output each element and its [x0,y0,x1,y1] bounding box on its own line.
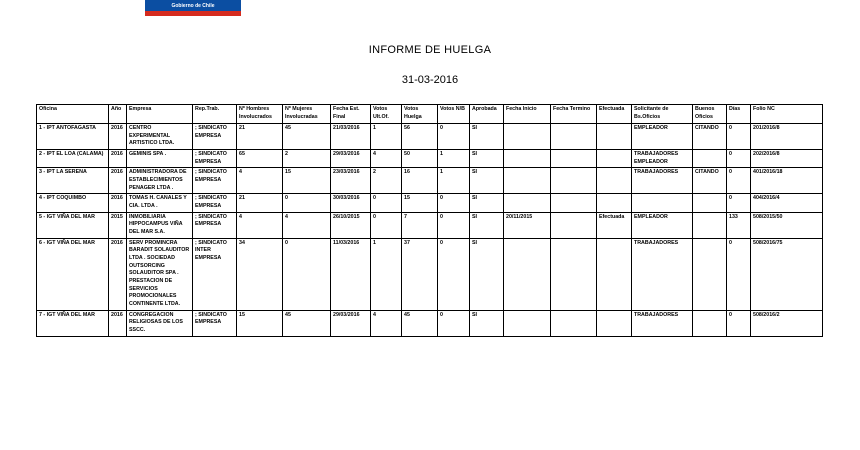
column-header: Rep.Trab. [193,105,237,124]
cell-votos-ult: 2 [371,168,402,194]
cell-solicitante: EMPLEADOR [632,124,693,150]
cell-votos-ult: 1 [371,124,402,150]
cell-fecha-inicio [504,124,551,150]
cell-fecha-termino [551,310,597,336]
cell-empresa: ADMINISTRADORA DE ESTABLECIMIENTOS PENAGER LTDA . [127,168,193,194]
table-row [37,124,823,150]
cell-rep: ; SINDICATO EMPRESA [193,310,237,336]
cell-folio: 401/2016/18 [751,168,823,194]
column-header: Efectuada [597,105,632,124]
cell-anio: 2016 [109,194,127,212]
cell-anio: 2016 [109,310,127,336]
cell-mujeres: 4 [283,212,331,238]
cell-hombres: 65 [237,150,283,168]
logo-stripe [145,11,241,16]
table-row [37,194,823,212]
column-header: Buenos Oficios [693,105,727,124]
cell-fecha-inicio [504,168,551,194]
column-header: Empresa [127,105,193,124]
table-row [37,238,823,310]
cell-dias: 0 [727,168,751,194]
column-header: Votos N/B [438,105,470,124]
cell-oficina: 5 - IGT VIÑA DEL MAR [37,212,109,238]
cell-fecha-termino [551,168,597,194]
table-row [37,212,823,238]
cell-votos-ult: 4 [371,310,402,336]
cell-fecha-inicio [504,150,551,168]
cell-fecha-inicio [504,310,551,336]
cell-mujeres: 45 [283,124,331,150]
cell-fecha-inicio [504,194,551,212]
cell-anio: 2015 [109,212,127,238]
cell-efectuada [597,124,632,150]
cell-anio: 2016 [109,124,127,150]
cell-fecha-est: 29/03/2016 [331,310,371,336]
cell-solicitante: TRABAJADORES [632,310,693,336]
cell-efectuada [597,150,632,168]
cell-buenos: CITANDO [693,124,727,150]
cell-oficina: 1 - IPT ANTOFAGASTA [37,124,109,150]
gobierno-logo [145,0,241,16]
cell-efectuada [597,168,632,194]
cell-mujeres: 0 [283,194,331,212]
cell-dias: 0 [727,150,751,168]
cell-buenos: CITANDO [693,168,727,194]
cell-dias: 0 [727,238,751,310]
cell-aprobada: SI [470,168,504,194]
cell-buenos [693,194,727,212]
cell-fecha-termino [551,238,597,310]
cell-fecha-est: 30/03/2016 [331,194,371,212]
cell-empresa: GEMINIS SPA . [127,150,193,168]
logo-text: Gobierno de Chile [171,3,215,9]
cell-mujeres: 2 [283,150,331,168]
cell-votos-huelga: 7 [402,212,438,238]
column-header: Votos Huelga [402,105,438,124]
table-row [37,168,823,194]
cell-oficina: 2 - IPT EL LOA (CALAMA) [37,150,109,168]
cell-votos-nb: 0 [438,124,470,150]
cell-mujeres: 0 [283,238,331,310]
cell-hombres: 21 [237,194,283,212]
cell-votos-ult: 4 [371,150,402,168]
cell-rep: ; SINDICATO EMPRESA [193,150,237,168]
cell-fecha-est: 29/03/2016 [331,150,371,168]
cell-votos-nb: 0 [438,212,470,238]
cell-rep: ; SINDICATO INTER EMPRESA [193,238,237,310]
cell-fecha-termino [551,194,597,212]
cell-anio: 2016 [109,238,127,310]
cell-dias: 0 [727,194,751,212]
table-row [37,310,823,336]
cell-oficina: 4 - IPT COQUIMBO [37,194,109,212]
table-row [37,150,823,168]
column-header: Fecha Termino [551,105,597,124]
cell-dias: 0 [727,310,751,336]
cell-buenos [693,212,727,238]
cell-empresa: SERV PROMINCRA BARADIT SOLAUDITOR LTDA . SOCIEDAD OUTSORCING SOLAUDITOR SPA . PRESTACION DE SERVICIOS PROMOCIONALES CONTINENTE LTDA. [127,238,193,310]
cell-buenos [693,238,727,310]
column-header: Votos Ult.Of. [371,105,402,124]
cell-fecha-est: 26/10/2015 [331,212,371,238]
cell-hombres: 4 [237,212,283,238]
cell-rep: ; SINDICATO EMPRESA [193,194,237,212]
cell-solicitante: TRABAJADORES [632,238,693,310]
cell-rep: ; SINDICATO EMPRESA [193,124,237,150]
cell-votos-nb: 0 [438,194,470,212]
column-header: Fecha Est. Final [331,105,371,124]
column-header: Año [109,105,127,124]
cell-hombres: 21 [237,124,283,150]
table-body [37,124,823,337]
cell-folio: 508/2016/75 [751,238,823,310]
column-header: Fecha Inicio [504,105,551,124]
column-header: Nº Hombres Involucrados [237,105,283,124]
cell-efectuada [597,238,632,310]
table-header-row [37,105,823,124]
cell-oficina: 3 - IPT LA SERENA [37,168,109,194]
report-title: INFORME DE HUELGA [368,44,492,56]
cell-solicitante: TRABAJADORES [632,168,693,194]
cell-oficina: 7 - IGT VIÑA DEL MAR [37,310,109,336]
cell-aprobada: SI [470,212,504,238]
cell-hombres: 4 [237,168,283,194]
cell-rep: ; SINDICATO EMPRESA [193,168,237,194]
cell-aprobada: SI [470,124,504,150]
cell-votos-ult: 0 [371,212,402,238]
cell-solicitante: TRABAJADORES EMPLEADOR [632,150,693,168]
cell-votos-nb: 1 [438,168,470,194]
cell-fecha-inicio: 20/11/2015 [504,212,551,238]
cell-oficina: 6 - IGT VIÑA DEL MAR [37,238,109,310]
cell-aprobada: SI [470,150,504,168]
cell-solicitante: EMPLEADOR [632,212,693,238]
cell-hombres: 34 [237,238,283,310]
cell-fecha-est: 23/03/2016 [331,168,371,194]
column-header: Días [727,105,751,124]
cell-efectuada [597,194,632,212]
cell-votos-nb: 1 [438,150,470,168]
cell-dias: 0 [727,124,751,150]
cell-mujeres: 45 [283,310,331,336]
strike-report-table [36,104,823,337]
cell-votos-huelga: 45 [402,310,438,336]
column-header: Aprobada [470,105,504,124]
cell-folio: 202/2016/8 [751,150,823,168]
cell-aprobada: SI [470,310,504,336]
cell-anio: 2016 [109,168,127,194]
cell-votos-ult: 0 [371,194,402,212]
cell-fecha-inicio [504,238,551,310]
cell-fecha-termino [551,212,597,238]
cell-efectuada: Efectuada [597,212,632,238]
cell-votos-huelga: 15 [402,194,438,212]
cell-hombres: 15 [237,310,283,336]
cell-empresa: TOMAS H. CANALES Y CIA. LTDA . [127,194,193,212]
cell-empresa: INMOBILIARIA HIPPOCAMPUS VIÑA DEL MAR S.A. [127,212,193,238]
cell-votos-nb: 0 [438,310,470,336]
cell-aprobada: SI [470,194,504,212]
column-header: Oficina [37,105,109,124]
cell-anio: 2016 [109,150,127,168]
cell-folio: 404/2016/4 [751,194,823,212]
cell-votos-huelga: 50 [402,150,438,168]
cell-fecha-est: 11/03/2016 [331,238,371,310]
cell-efectuada [597,310,632,336]
column-header: Solicitante de Bs.Oficios [632,105,693,124]
cell-votos-huelga: 56 [402,124,438,150]
cell-empresa: CENTRO EXPERIMENTAL ARTISTICO LTDA. [127,124,193,150]
cell-votos-nb: 0 [438,238,470,310]
cell-dias: 133 [727,212,751,238]
cell-fecha-est: 21/03/2016 [331,124,371,150]
cell-solicitante [632,194,693,212]
cell-fecha-termino [551,150,597,168]
column-header: Nº Mujeres Involucradas [283,105,331,124]
cell-empresa: CONGREGACION RELIGIOSAS DE LOS SSCC. [127,310,193,336]
cell-buenos [693,310,727,336]
cell-votos-huelga: 16 [402,168,438,194]
column-header: Folio NC [751,105,823,124]
cell-votos-huelga: 37 [402,238,438,310]
cell-mujeres: 15 [283,168,331,194]
cell-folio: 201/2016/8 [751,124,823,150]
cell-fecha-termino [551,124,597,150]
cell-folio: 508/2015/50 [751,212,823,238]
cell-votos-ult: 1 [371,238,402,310]
cell-folio: 508/2016/2 [751,310,823,336]
cell-buenos [693,150,727,168]
cell-rep: ; SINDICATO EMPRESA [193,212,237,238]
cell-aprobada: SI [470,238,504,310]
report-date: 31-03-2016 [401,74,459,86]
